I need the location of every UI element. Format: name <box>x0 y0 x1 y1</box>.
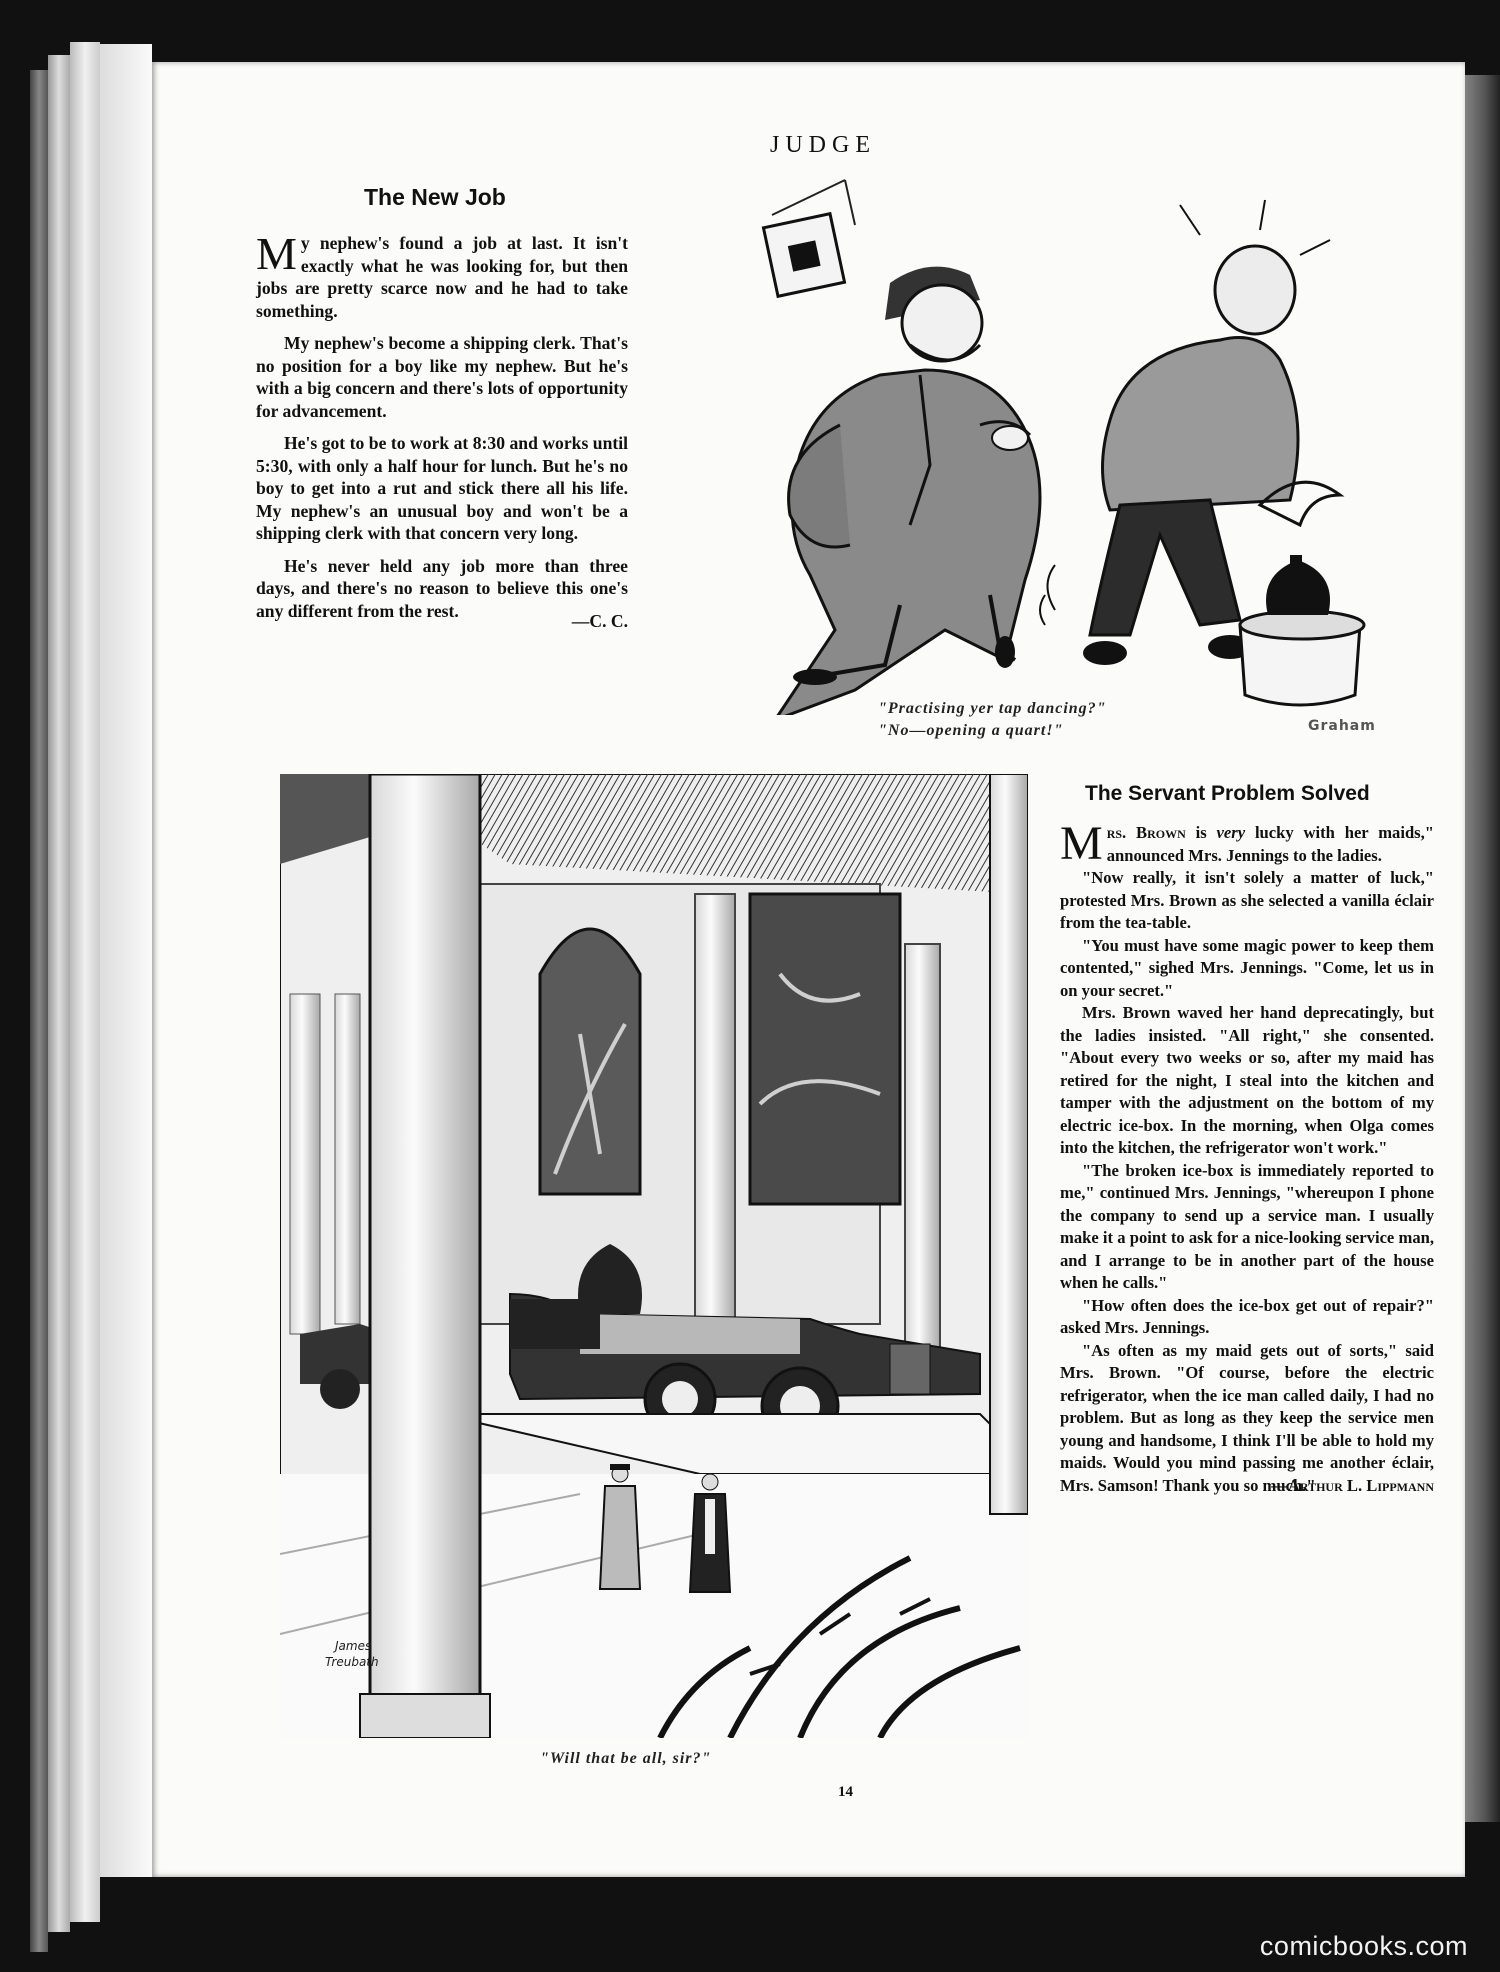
emphasis: very <box>1216 823 1246 842</box>
cartoon-caption-line2: "No—opening a quart!" <box>878 722 1064 739</box>
paragraph-text: is <box>1185 823 1217 842</box>
page-number: 14 <box>838 1784 853 1800</box>
man-in-overcoat <box>775 267 1040 715</box>
cartoon-caption-line1: "Practising yer tap dancing?" <box>878 700 1107 717</box>
artist-signature: Graham <box>1308 718 1376 734</box>
bottle-in-bucket <box>1240 482 1364 705</box>
illustration-artist-line1: James <box>335 1639 372 1653</box>
drop-cap: M <box>1060 817 1103 870</box>
paragraph <box>256 228 628 322</box>
paragraph: "Now really, it isn't solely a matter of luck," protested Mrs. Brown as she selected a vanilla éclair from the tea-table. <box>1060 868 1434 932</box>
tap-dancing-cartoon <box>660 175 1450 715</box>
byline: —C. C. <box>571 611 628 631</box>
paragraph: My nephew's become a shipping clerk. That's no position for a boy like my nephew. But he's with a big concern and there's lots of opportunity for advancement. <box>256 333 628 421</box>
article-title-new-job: The New Job <box>364 184 506 210</box>
name-small-caps: rs. Brown <box>1106 823 1186 842</box>
paragraph: He's got to be to work at 8:30 and works until 5:30, with only a half hour for lunch. But he's no boy to get into a rut and stick there all his life. My nephew's an unusual boy and won't be a shipping clerk with that concern very long. <box>256 433 628 543</box>
front-column <box>370 774 480 1738</box>
book-edge <box>48 55 70 1932</box>
article-new-job-body <box>256 228 628 633</box>
book-edge <box>30 70 48 1952</box>
drop-cap: M <box>256 228 297 279</box>
paragraph <box>1060 817 1434 870</box>
paragraph: "How often does the ice-box get out of repair?" asked Mrs. Jennings. <box>1060 1295 1434 1337</box>
paragraph: "The broken ice-box is immediately reported to me," continued Mrs. Jennings, "whereupon I phone the company to send up a service man. I usually make it a point to ask for a nice-looking service man, and I arrange to be in another part of the house when he calls." <box>1060 1160 1434 1292</box>
byline: —Arthur L. Lippmann <box>1271 1476 1434 1495</box>
wall-picture <box>763 180 855 296</box>
book-edge <box>100 44 152 1877</box>
showroom-illustration <box>280 774 1028 1738</box>
paragraph: "As often as my maid gets out of sorts," said Mrs. Brown. "Of course, before the electric refrigerator, when the ice man called daily, I had no problem. But as long as they keep the service men young and handsome, I think I'll be able to hold my maids. Would you mind passing me another éclair, Mrs. Samson! Thank you so much." <box>1060 1340 1434 1495</box>
paragraph: "You must have some magic power to keep them contented," sighed Mrs. Jennings. "Come, let us in on your secret." <box>1060 935 1434 1000</box>
book-edge-right <box>1462 75 1500 1822</box>
paragraph-text: y nephew's found a job at last. It isn't exactly what he was looking for, but then jobs are pretty scarce now and he had to take something. <box>256 233 628 321</box>
illustration-caption: "Will that be all, sir?" <box>540 1750 712 1767</box>
paragraph-text: lucky with her maids," announced Mrs. Jennings to the ladies. <box>1106 823 1434 865</box>
book-edge <box>70 42 100 1922</box>
paragraph: Mrs. Brown waved her hand deprecatingly, but the ladies insisted. "All right," she consented. "About every two weeks or so, after my maid has retired for the night, I steal into the kitchen and tamper with the adjustment on the bottom of my electric ice-box. In the morning, when Olga comes into the kitchen, the refrigerator won't work." <box>1060 1003 1434 1157</box>
illustration-artist-line2: Treubath <box>325 1655 379 1669</box>
article-servant-body <box>1060 817 1434 1498</box>
paragraph: He's never held any job more than three days, and there's no reason to believe this one's any different from the rest. <box>256 555 628 621</box>
article-title-servant-problem: The Servant Problem Solved <box>1085 782 1370 805</box>
watermark: comicbooks.com <box>1259 1931 1468 1961</box>
